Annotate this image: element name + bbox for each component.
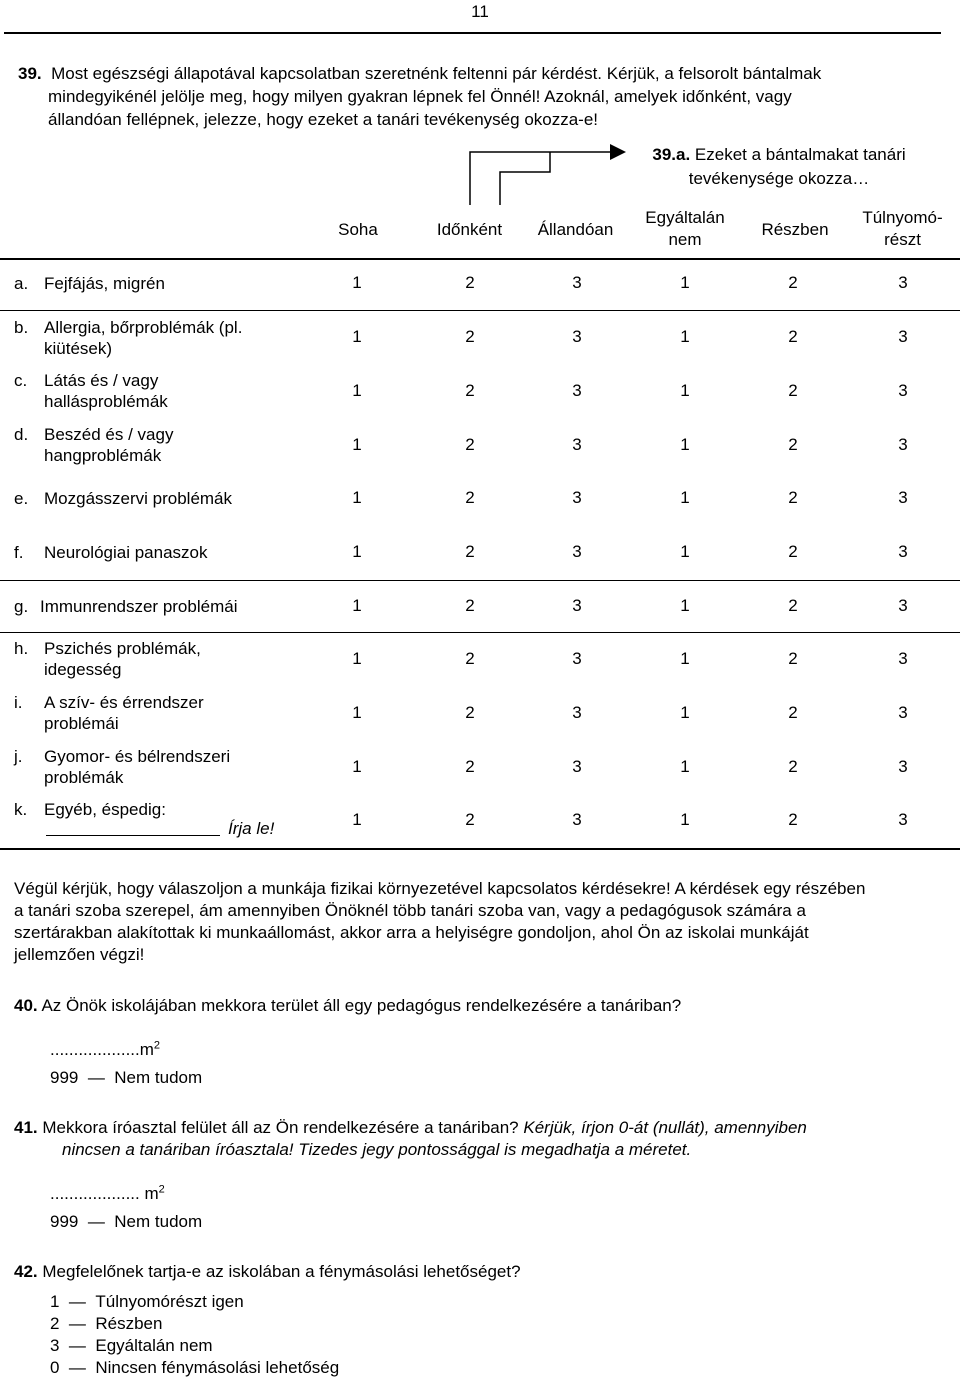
code-allandoan[interactable]: 3	[572, 381, 582, 400]
row-letter: k.	[14, 800, 28, 819]
row-text: Egyéb, éspedig:	[44, 800, 166, 819]
intro-line1: Végül kérjük, hogy válaszoljon a munkája fizikai környezetével kapcsolatos kérdésekre! A kérdések egy részében	[14, 879, 866, 898]
code-soha[interactable]: 1	[352, 596, 362, 615]
option-code: 0	[50, 1358, 60, 1377]
q42-option[interactable]: 2 — Részben	[50, 1314, 163, 1333]
question-39-line2: mindegyikénél jelölje meg, hogy milyen gyakran lépnek fel Önnél! Azoknál, amelyek időnként, vagy	[48, 87, 792, 106]
question-39-text-1: Most egészségi állapotával kapcsolatban szeretnénk feltenni pár kérdést. Kérjük, a felsorolt bántalmak	[51, 64, 822, 83]
table-rule-2	[0, 580, 960, 581]
code-tulnyomo[interactable]: 3	[898, 381, 908, 400]
row-label	[14, 596, 304, 617]
code-idonkent[interactable]: 2	[465, 649, 475, 668]
code-soha[interactable]: 1	[352, 703, 362, 722]
row-letter: f.	[14, 543, 24, 562]
row-text: Gyomor- és bélrendszeri	[44, 747, 231, 766]
code-allandoan[interactable]: 3	[572, 596, 582, 615]
physical-environment-intro	[14, 878, 944, 966]
table-rule-3	[0, 632, 960, 633]
code-egyaltalan[interactable]: 1	[680, 649, 690, 668]
q42-option[interactable]: 1 — Túlnyomórészt igen	[50, 1292, 244, 1311]
code-egyaltalan[interactable]: 1	[680, 757, 690, 776]
question-39-line3: állandóan fellépnek, jelezze, hogy ezeket a tanári tevékenység okozza-e!	[48, 110, 599, 129]
code-reszben[interactable]: 2	[788, 327, 798, 346]
code-reszben[interactable]: 2	[788, 435, 798, 454]
question-39	[18, 62, 918, 131]
question-41-instruction-1: Kérjük, írjon 0-át (nullát), amennyiben	[523, 1118, 807, 1137]
code-allandoan[interactable]: 3	[572, 810, 582, 829]
code-tulnyomo[interactable]: 3	[898, 542, 908, 561]
intro-line3: szertárakban alakítottak ki munkaállomást, akkor arra a helyiségre gondoljon, ahol Ön az iskolai munkáját	[14, 923, 809, 942]
other-write-in-line[interactable]	[46, 835, 220, 836]
code-reszben[interactable]: 2	[788, 273, 798, 292]
question-39a-text-1: Ezeket a bántalmakat tanári	[694, 145, 906, 164]
code-idonkent[interactable]: 2	[465, 435, 475, 454]
question-42	[14, 1261, 944, 1283]
q41-blank: ................... m	[50, 1184, 159, 1203]
code-allandoan[interactable]: 3	[572, 327, 582, 346]
code-egyaltalan[interactable]: 1	[680, 488, 690, 507]
question-42-number: 42.	[14, 1262, 38, 1281]
q42-option[interactable]: 3 — Egyáltalán nem	[50, 1336, 213, 1355]
row-label	[14, 638, 304, 680]
code-tulnyomo[interactable]: 3	[898, 649, 908, 668]
header-tulnyomoreszt	[850, 207, 955, 251]
code-soha[interactable]: 1	[352, 757, 362, 776]
code-idonkent[interactable]: 2	[465, 757, 475, 776]
code-tulnyomo[interactable]: 3	[898, 435, 908, 454]
row-text-cont: problémái	[44, 714, 119, 733]
q40-area-answer[interactable]	[50, 1039, 160, 1061]
code-tulnyomo[interactable]: 3	[898, 757, 908, 776]
code-idonkent[interactable]: 2	[465, 488, 475, 507]
intro-line4: jellemzően végzi!	[14, 945, 145, 964]
q40-option-dontknow[interactable]: 999 — Nem tudom	[50, 1068, 203, 1087]
row-label	[14, 542, 304, 563]
header-egyaltalan-line1: Egyáltalán	[645, 208, 725, 227]
header-reszben: Részben	[761, 220, 829, 239]
row-text-cont: hallásproblémák	[44, 392, 168, 411]
question-40-number: 40.	[14, 996, 38, 1015]
code-reszben[interactable]: 2	[788, 810, 798, 829]
row-letter: i.	[14, 693, 23, 712]
code-reszben[interactable]: 2	[788, 488, 798, 507]
row-letter: e.	[14, 489, 29, 508]
code-idonkent[interactable]: 2	[465, 327, 475, 346]
code-tulnyomo[interactable]: 3	[898, 327, 908, 346]
question-42-text: Megfelelőnek tartja-e az iskolában a fénymásolási lehetőséget?	[42, 1262, 521, 1281]
option-code: 2	[50, 1314, 60, 1333]
row-text: Pszichés problémák,	[44, 639, 201, 658]
header-tulnyomo-line1: Túlnyomó-	[862, 208, 943, 227]
top-rule	[4, 32, 941, 34]
header-egyaltalan-nem	[630, 207, 740, 251]
q40-blank: ...................m	[50, 1040, 154, 1059]
header-idonkent: Időnként	[436, 220, 503, 239]
code-egyaltalan[interactable]: 1	[680, 703, 690, 722]
code-egyaltalan[interactable]: 1	[680, 381, 690, 400]
page-number: 11	[471, 2, 489, 21]
code-tulnyomo[interactable]: 3	[898, 810, 908, 829]
table-rule-1	[0, 310, 960, 311]
code-allandoan[interactable]: 3	[572, 757, 582, 776]
row-text: A szív- és érrendszer	[44, 693, 204, 712]
question-41-line1	[14, 1117, 944, 1139]
code-reszben[interactable]: 2	[788, 703, 798, 722]
code-reszben[interactable]: 2	[788, 542, 798, 561]
code-allandoan[interactable]: 3	[572, 435, 582, 454]
q41-option-dontknow[interactable]: 999 — Nem tudom	[50, 1212, 203, 1231]
code-soha[interactable]: 1	[352, 273, 362, 292]
row-text-cont: kiütések)	[44, 339, 113, 358]
row-label	[14, 317, 304, 359]
question-41	[14, 1117, 944, 1161]
q40-sup: 2	[153, 1039, 161, 1052]
code-soha[interactable]: 1	[352, 542, 362, 561]
row-label	[14, 273, 304, 294]
q42-option[interactable]: 0 — Nincsen fénymásolási lehetőség	[50, 1358, 340, 1377]
row-label	[14, 370, 304, 412]
table-rule-bottom	[0, 848, 960, 850]
header-soha: Soha	[338, 220, 378, 239]
row-text-cont: problémák	[44, 768, 124, 787]
code-allandoan[interactable]: 3	[572, 542, 582, 561]
question-39-line1	[18, 62, 918, 85]
question-39a-line2: tevékenysége okozza…	[688, 169, 870, 188]
code-tulnyomo[interactable]: 3	[898, 273, 908, 292]
code-soha[interactable]: 1	[352, 381, 362, 400]
code-tulnyomo[interactable]: 3	[898, 703, 908, 722]
row-letter: c.	[14, 371, 28, 390]
option-code: 999	[50, 1068, 79, 1087]
option-code: 999	[50, 1212, 79, 1231]
write-it-label: Írja le!	[228, 819, 275, 838]
code-allandoan[interactable]: 3	[572, 273, 582, 292]
row-text: Fejfájás, migrén	[44, 274, 165, 293]
question-41-number: 41.	[14, 1118, 38, 1137]
code-allandoan[interactable]: 3	[572, 703, 582, 722]
header-egyaltalan-line2: nem	[668, 230, 702, 249]
question-39-number: 39.	[18, 64, 42, 83]
question-40-text: Az Önök iskolájában mekkora terület áll egy pedagógus rendelkezésére a tanáriban?	[41, 996, 682, 1015]
code-idonkent[interactable]: 2	[465, 810, 475, 829]
row-letter: a.	[14, 274, 29, 293]
code-egyaltalan[interactable]: 1	[680, 273, 690, 292]
row-letter: j.	[14, 747, 23, 766]
code-egyaltalan[interactable]: 1	[680, 435, 690, 454]
intro-line2: a tanári szoba szerepel, ám amennyiben Önöknél több tanári szoba van, vagy a pedagógusok számára a	[14, 901, 806, 920]
row-text: Mozgásszervi problémák	[44, 489, 233, 508]
arrow-head-icon	[610, 144, 626, 160]
code-soha[interactable]: 1	[352, 327, 362, 346]
row-text: Neurológiai panaszok	[44, 543, 208, 562]
row-letter: h.	[14, 639, 29, 658]
code-soha[interactable]: 1	[352, 435, 362, 454]
option-label: Egyáltalán nem	[95, 1336, 213, 1355]
code-idonkent[interactable]: 2	[465, 381, 475, 400]
question-41-instruction-2: nincsen a tanáriban íróasztala! Tizedes jegy pontossággal is megadhatja a méretet.	[62, 1140, 692, 1159]
row-label	[14, 488, 304, 509]
table-rule-top	[0, 258, 960, 260]
code-soha[interactable]: 1	[352, 810, 362, 829]
option-code: 3	[50, 1336, 60, 1355]
row-text: Beszéd és / vagy	[44, 425, 174, 444]
row-text-cont: idegesség	[44, 660, 122, 679]
code-reszben[interactable]: 2	[788, 381, 798, 400]
option-code: 1	[50, 1292, 60, 1311]
arrow-line-inner	[500, 152, 550, 205]
code-reszben[interactable]: 2	[788, 596, 798, 615]
code-idonkent[interactable]: 2	[465, 703, 475, 722]
code-allandoan[interactable]: 3	[572, 488, 582, 507]
code-idonkent[interactable]: 2	[465, 273, 475, 292]
row-text: Immunrendszer problémái	[40, 597, 238, 616]
option-label: Túlnyomórészt igen	[95, 1292, 244, 1311]
question-39a-line1	[634, 143, 924, 167]
code-soha[interactable]: 1	[352, 488, 362, 507]
row-text-cont: hangproblémák	[44, 446, 162, 465]
code-reszben[interactable]: 2	[788, 649, 798, 668]
code-idonkent[interactable]: 2	[465, 596, 475, 615]
header-allandoan: Állandóan	[537, 220, 614, 239]
row-letter: b.	[14, 318, 29, 337]
row-text: Allergia, bőrproblémák (pl.	[44, 318, 243, 337]
question-39a	[634, 143, 924, 191]
header-tulnyomo-line2: részt	[884, 230, 921, 249]
row-letter: d.	[14, 425, 29, 444]
question-40	[14, 995, 944, 1017]
arrow-line-outer	[470, 152, 618, 205]
question-39a-number: 39.a.	[652, 145, 691, 164]
arrow-connector	[460, 140, 630, 210]
code-allandoan[interactable]: 3	[572, 649, 582, 668]
code-egyaltalan[interactable]: 1	[680, 810, 690, 829]
code-soha[interactable]: 1	[352, 649, 362, 668]
question-41-text: Mekkora íróasztal felület áll az Ön rendelkezésére a tanáriban?	[42, 1118, 519, 1137]
code-idonkent[interactable]: 2	[465, 542, 475, 561]
code-egyaltalan[interactable]: 1	[680, 596, 690, 615]
code-egyaltalan[interactable]: 1	[680, 327, 690, 346]
row-label	[14, 692, 304, 734]
code-egyaltalan[interactable]: 1	[680, 542, 690, 561]
row-letter: g.	[14, 597, 29, 616]
row-label	[14, 799, 304, 820]
q41-sup: 2	[158, 1183, 165, 1196]
row-label	[14, 746, 304, 788]
q41-surface-answer[interactable]	[50, 1183, 165, 1205]
code-tulnyomo[interactable]: 3	[898, 596, 908, 615]
option-label: Nem tudom	[114, 1212, 203, 1231]
option-label: Nem tudom	[114, 1068, 203, 1087]
row-text: Látás és / vagy	[44, 371, 159, 390]
option-label: Nincsen fénymásolási lehetőség	[95, 1358, 340, 1377]
option-label: Részben	[95, 1314, 163, 1333]
row-label	[14, 424, 304, 466]
code-reszben[interactable]: 2	[788, 757, 798, 776]
code-tulnyomo[interactable]: 3	[898, 488, 908, 507]
